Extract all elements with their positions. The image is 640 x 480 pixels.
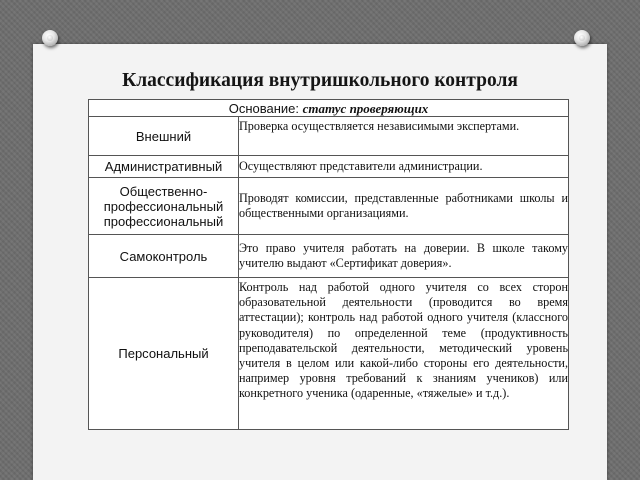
table-row [89, 235, 569, 278]
table-header-cell [89, 100, 569, 117]
basis-label: Основание: [228, 100, 303, 116]
control-description-cell: Проверка осуществляется независимыми экспертами. [239, 117, 569, 156]
control-type-cell: Внешний [89, 117, 239, 156]
pushpin-right-icon [574, 30, 590, 46]
table-row [89, 117, 569, 156]
page-title: Классификация внутришкольного контроля [122, 70, 518, 91]
control-type-cell: Административный [89, 156, 239, 178]
control-description-cell: Осуществляют представители администрации. [239, 156, 569, 178]
control-description-cell: Контроль над работой одного учителя со всех сторон образовательной деятельности (проводится во время аттестации); контроль над работой одного учителя (классного руководителя) по определенной теме (продуктивность преподавательской деятельности, методический уровень учителя в целом или какой-либо стороны его деятельности, например уровня требований к знаниям учеников) или конкретного ученика (одаренные, «тяжелые» и т.д.). [239, 278, 569, 430]
control-type-cell: Персональный [89, 278, 239, 430]
table-row [89, 278, 569, 430]
classification-table [88, 99, 569, 430]
control-description-cell: Проводят комиссии, представленные работниками школы и общественными организациями. [239, 178, 569, 235]
control-type-cell: Самоконтроль [89, 235, 239, 278]
control-type-cell: Общественно-профессиональный профессиональный [89, 178, 239, 235]
table-row [89, 178, 569, 235]
table-row [89, 156, 569, 178]
pushpin-left-icon [42, 30, 58, 46]
basis-value: статус проверяющих [302, 100, 429, 116]
table-header-row [89, 100, 569, 117]
control-description-cell: Это право учителя работать на доверии. В школе такому учителю выдают «Сертификат доверия». [239, 235, 569, 278]
